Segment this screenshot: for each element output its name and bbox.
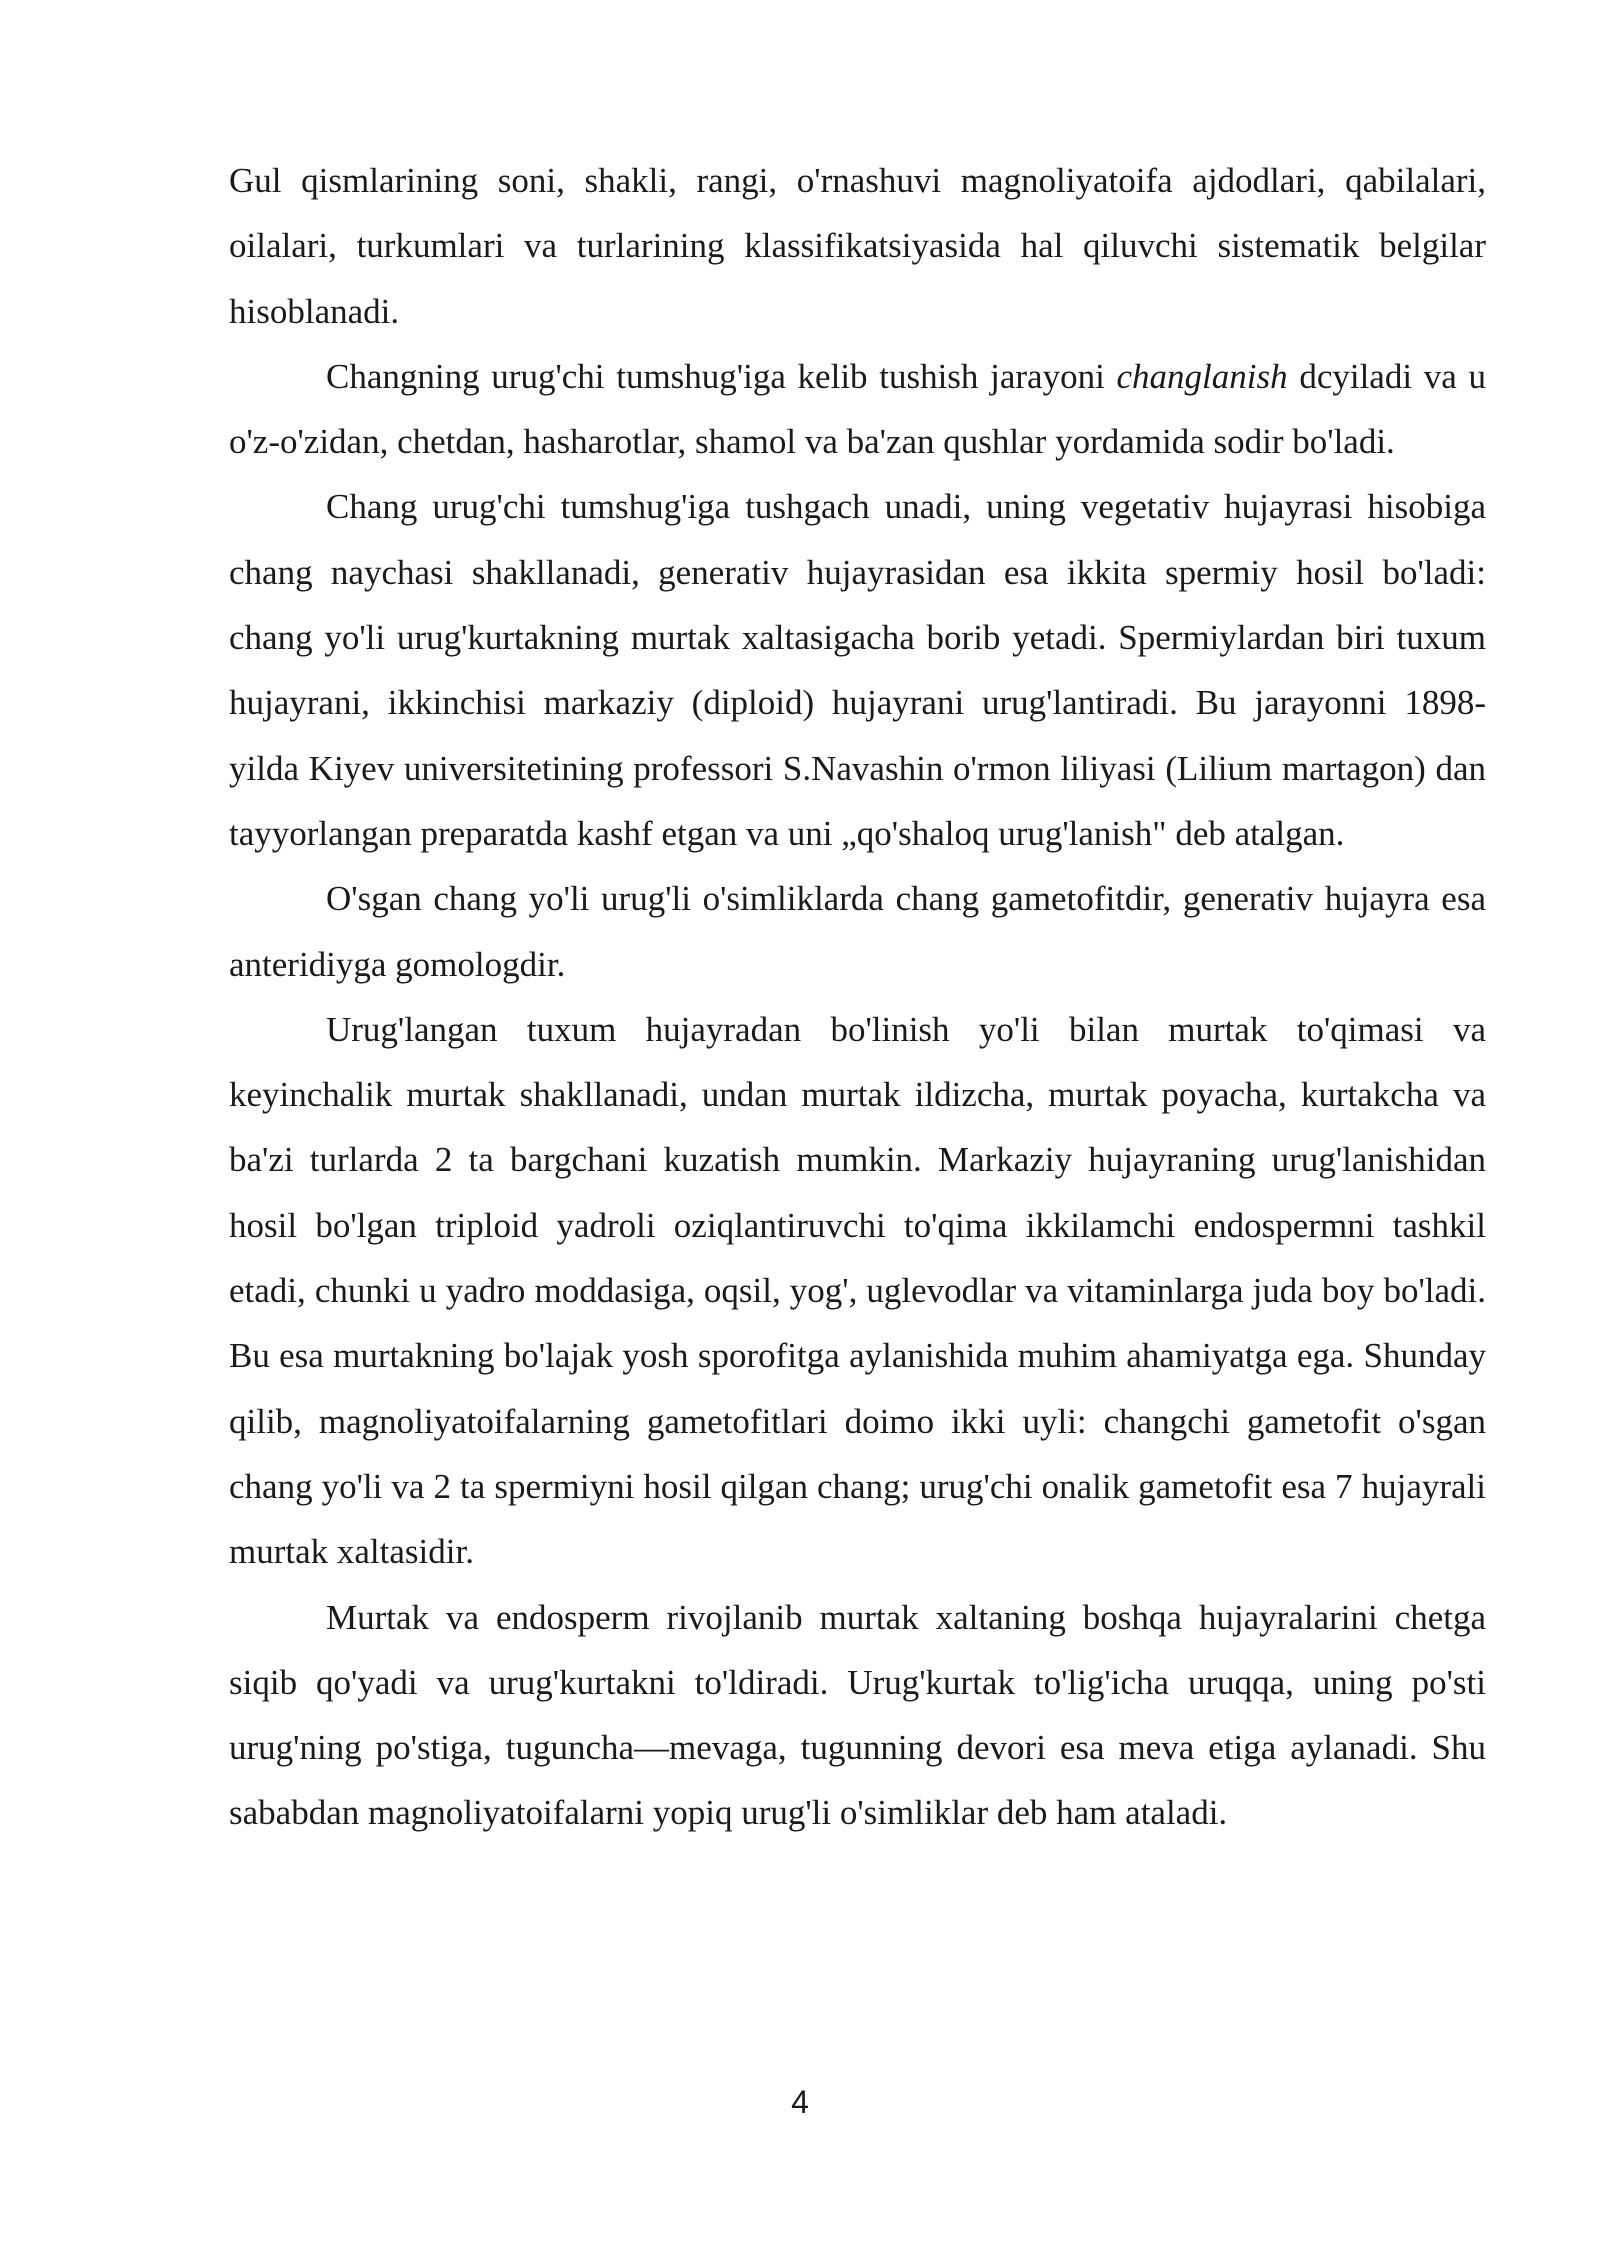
paragraph-2-text-before: Changning urug'chi tumshug'iga kelib tushish jarayoni — [326, 356, 1117, 396]
paragraph-3: Chang urug'chi tumshug'iga tushgach unadi, uning vegetativ hujayrasi hisobiga chang naychasi shakllanadi, generativ hujayrasidan esa ikkita spermiy hosil bo'ladi: chang yo'li urug'kurtakning murtak xaltasigacha borib yetadi. Spermiylardan biri tuxum hujayrani, ikkinchisi markaziy (diploid) hujayrani urug'lantiradi. Bu jarayonni 1898- yilda Kiyev universitetining professori S.Navashin o'rmon liliyasi (Lilium martagon) dan tayyorlangan preparatda kashf etgan va uni „qo'shaloq urug'lanish" deb atalgan. — [229, 487, 1486, 853]
page-number: 4 — [791, 2084, 809, 2120]
paragraph-2 — [229, 344, 1486, 475]
document-page — [229, 148, 1486, 1846]
paragraph-4: O'sgan chang yo'li urug'li o'simliklarda chang gametofitdir, generativ hujayra esa anteridiyga gomologdir. — [229, 879, 1486, 984]
paragraph-5: Urug'langan tuxum hujayradan bo'linish yo'li bilan murtak to'qimasi va keyinchalik murtak shakllanadi, undan murtak ildizcha, murtak poyacha, kurtakcha va ba'zi turlarda 2 ta bargchani kuzatish mumkin. Markaziy hujayraning urug'lanishidan hosil bo'lgan triploid yadroli oziqlantiruvchi to'qima ikkilamchi endospermni tashkil etadi, chunki u yadro moddasiga, oqsil, yog', uglevodlar va vitaminlarga juda boy bo'ladi. Bu esa murtakning bo'lajak yosh sporofitga aylanishida muhim ahamiyatga ega. Shunday qilib, magnoliyatoifalarning gametofitlari doimo ikki uyli: changchi gametofit o'sgan chang yo'li va 2 ta spermiyni hosil qilgan chang; urug'chi onalik gametofit esa 7 hujayrali murtak xaltasidir. — [229, 1009, 1486, 1572]
paragraph-2-text-after: dcyiladi va u o'z-o'zidan, chetdan, hasharotlar, shamol va ba'zan qushlar yordamida sodir bo'ladi. — [229, 356, 1487, 462]
paragraph-2-italic-term: changlanish — [1116, 356, 1288, 396]
paragraph-1: Gul qismlarining soni, shakli, rangi, o'rnashuvi magnoliyatoifa ajdodlari, qabilalari, oilalari, turkumlari va turlarining klassifikatsiyasida hal qiluvchi sistematik belgilar hisoblanadi. — [229, 161, 1486, 331]
paragraph-6: Murtak va endosperm rivojlanib murtak xaltaning boshqa hujayralarini chetga siqib qo'yadi va urug'kurtakni to'ldiradi. Urug'kurtak to'lig'icha uruqqa, uning po'sti urug'ning po'stiga, tuguncha—mevaga, tugunning devori esa meva etiga aylanadi. Shu sababdan magnoliyatoifalarni yopiq urug'li o'simliklar deb ham ataladi. — [229, 1597, 1486, 1833]
